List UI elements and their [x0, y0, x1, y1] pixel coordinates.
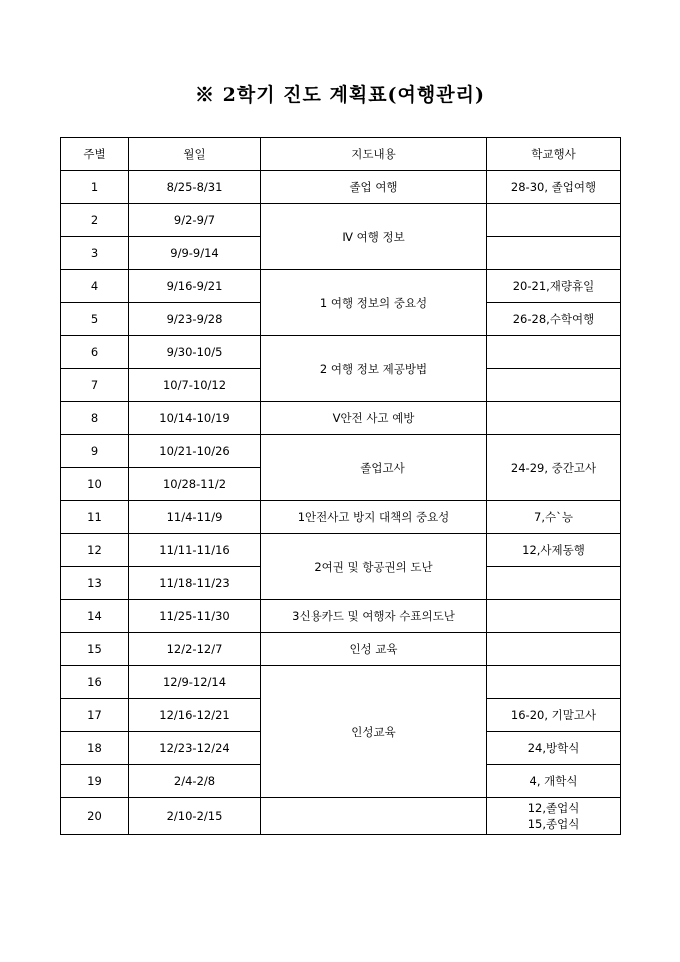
date-cell: 12/2-12/7 — [129, 633, 261, 666]
event-cell: 28-30, 졸업여행 — [487, 171, 621, 204]
content-cell: 인성교육 — [261, 666, 487, 798]
week-cell: 18 — [61, 732, 129, 765]
event-cell: 4, 개학식 — [487, 765, 621, 798]
date-cell: 10/7-10/12 — [129, 369, 261, 402]
date-cell: 8/25-8/31 — [129, 171, 261, 204]
header-week: 주별 — [61, 138, 129, 171]
date-cell: 10/14-10/19 — [129, 402, 261, 435]
week-cell: 15 — [61, 633, 129, 666]
table-row — [61, 336, 621, 369]
event-cell: 7,수`능 — [487, 501, 621, 534]
event-cell: 12,사제동행 — [487, 534, 621, 567]
content-cell: Ⅳ 여행 정보 — [261, 204, 487, 270]
table-row — [61, 402, 621, 435]
date-cell: 11/11-11/16 — [129, 534, 261, 567]
event-cell: 20-21,재량휴일 — [487, 270, 621, 303]
date-cell: 11/25-11/30 — [129, 600, 261, 633]
content-cell: 졸업 여행 — [261, 171, 487, 204]
table-row — [61, 633, 621, 666]
date-cell: 10/21-10/26 — [129, 435, 261, 468]
date-cell: 9/16-9/21 — [129, 270, 261, 303]
date-cell: 9/30-10/5 — [129, 336, 261, 369]
week-cell: 13 — [61, 567, 129, 600]
week-cell: 10 — [61, 468, 129, 501]
header-event: 학교행사 — [487, 138, 621, 171]
date-cell: 2/4-2/8 — [129, 765, 261, 798]
content-cell: 인성 교육 — [261, 633, 487, 666]
week-cell: 8 — [61, 402, 129, 435]
event-cell — [487, 369, 621, 402]
table-row — [61, 171, 621, 204]
week-cell: 12 — [61, 534, 129, 567]
event-line: 12,졸업식 — [527, 801, 580, 815]
content-cell: 2 여행 정보 제공방법 — [261, 336, 487, 402]
week-cell: 4 — [61, 270, 129, 303]
date-cell: 11/4-11/9 — [129, 501, 261, 534]
date-cell: 12/16-12/21 — [129, 699, 261, 732]
event-line: 15,종업식 — [527, 817, 580, 831]
week-cell: 11 — [61, 501, 129, 534]
date-cell: 12/9-12/14 — [129, 666, 261, 699]
content-cell: 2여권 및 항공권의 도난 — [261, 534, 487, 600]
table-row — [61, 534, 621, 567]
date-cell: 9/2-9/7 — [129, 204, 261, 237]
week-cell: 17 — [61, 699, 129, 732]
event-cell: 16-20, 기말고사 — [487, 699, 621, 732]
event-cell — [487, 567, 621, 600]
event-cell: 26-28,수학여행 — [487, 303, 621, 336]
content-cell: 졸업고사 — [261, 435, 487, 501]
event-cell — [487, 666, 621, 699]
week-cell: 3 — [61, 237, 129, 270]
table-row — [61, 204, 621, 237]
event-cell — [487, 798, 621, 835]
content-cell: 3신용카드 및 여행자 수표의도난 — [261, 600, 487, 633]
week-cell: 7 — [61, 369, 129, 402]
week-cell: 6 — [61, 336, 129, 369]
date-cell: 11/18-11/23 — [129, 567, 261, 600]
table-row — [61, 600, 621, 633]
date-cell: 10/28-11/2 — [129, 468, 261, 501]
table-row — [61, 435, 621, 468]
schedule-table — [60, 137, 621, 835]
event-cell — [487, 336, 621, 369]
week-cell: 1 — [61, 171, 129, 204]
event-cell — [487, 402, 621, 435]
content-cell: Ⅴ안전 사고 예방 — [261, 402, 487, 435]
event-cell: 24,방학식 — [487, 732, 621, 765]
week-cell: 16 — [61, 666, 129, 699]
header-date: 월일 — [129, 138, 261, 171]
event-cell: 24-29, 중간고사 — [487, 435, 621, 501]
date-cell: 2/10-2/15 — [129, 798, 261, 835]
date-cell: 12/23-12/24 — [129, 732, 261, 765]
page-title: ※ 2학기 진도 계획표(여행관리) — [195, 84, 485, 106]
content-cell — [261, 798, 487, 835]
table-row — [61, 666, 621, 699]
week-cell: 14 — [61, 600, 129, 633]
event-cell — [487, 600, 621, 633]
table-header-row — [61, 138, 621, 171]
week-cell: 9 — [61, 435, 129, 468]
event-cell — [487, 237, 621, 270]
table-row — [61, 798, 621, 835]
header-content: 지도내용 — [261, 138, 487, 171]
week-cell: 20 — [61, 798, 129, 835]
content-cell: 1 여행 정보의 중요성 — [261, 270, 487, 336]
week-cell: 2 — [61, 204, 129, 237]
content-cell: 1안전사고 방지 대책의 중요성 — [261, 501, 487, 534]
date-cell: 9/23-9/28 — [129, 303, 261, 336]
event-cell — [487, 633, 621, 666]
week-cell: 5 — [61, 303, 129, 336]
table-row — [61, 270, 621, 303]
week-cell: 19 — [61, 765, 129, 798]
table-row — [61, 501, 621, 534]
event-cell — [487, 204, 621, 237]
date-cell: 9/9-9/14 — [129, 237, 261, 270]
